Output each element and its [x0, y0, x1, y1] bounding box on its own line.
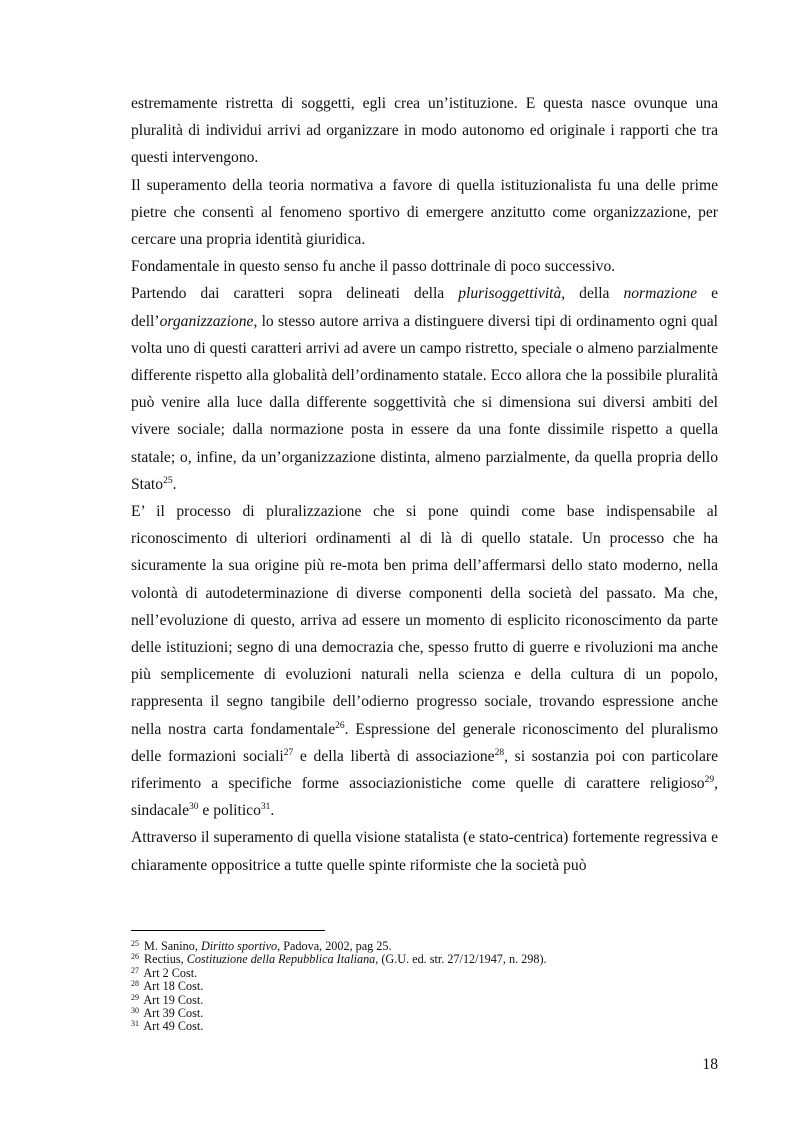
text-run: Rectius, — [141, 952, 187, 967]
footnote — [131, 940, 718, 953]
footnote-ref: 30 — [189, 802, 199, 813]
paragraph — [131, 824, 718, 878]
text-run: . — [172, 475, 177, 493]
text-run: M. Sanino, — [141, 939, 201, 953]
text-run: Partendo dai caratteri sopra delineati della — [131, 285, 459, 303]
text-run: . — [270, 802, 275, 820]
footnote-number: 25 — [131, 939, 139, 948]
paragraph — [131, 90, 718, 172]
text-run: , sindacale — [131, 775, 718, 820]
text-run: , si sostanzia poi con particolare riferimento a specifiche forme associazionistiche come quelle di carattere religioso — [131, 747, 718, 793]
text-run: e politico — [198, 802, 261, 820]
text-run: E’ il processo di pluralizzazione che si pone quindi come base indispensabile al riconoscimento di ulteriori ordinamenti al di là di quello statale. Un processo che ha sicuramente la sua origine più re-mota ben prima dell’affermarsi dello stato moderno, nella volontà di autodeterminazione di diverse componenti della società del passato. Ma che, nell’evoluzione di questo, arriva ad essere un momento di esplicito riconoscimento da parte delle istituzioni; segno di una democrazia che, spesso frutto di guerre e rivoluzioni ma anche più semplicemente di evoluzioni naturali nella scienza e della cultura di un popolo, rappresenta il segno tangibile dell’odierno progresso sociale, trovando espressione anche nella nostra carta fondamentale — [131, 503, 718, 738]
text-run: Il superamento della teoria normativa a favore di quella istituzionalista fu una delle prime pietre che consentì al fenomeno sportivo di emergere anzitutto come organizzazione, per cercare una propria identità giuridica. — [131, 176, 718, 249]
footnote — [131, 994, 718, 1007]
body-text — [131, 90, 718, 879]
italic-text: organizzazione — [159, 312, 254, 330]
footnote — [131, 980, 718, 993]
text-run: Fondamentale in questo senso fu anche il passo dottrinale di poco successivo. — [131, 258, 616, 276]
footnote-number: 26 — [131, 952, 139, 962]
text-run: Art 49 Cost. — [141, 1019, 204, 1034]
footnote-text — [141, 1019, 203, 1033]
text-run: , della — [561, 285, 624, 303]
italic-text: plurisoggettività — [458, 285, 562, 303]
footnote — [131, 1007, 718, 1020]
text-run: . Espressione del generale riconoscimento del pluralismo delle formazioni sociali — [131, 720, 718, 765]
paragraph — [131, 498, 718, 824]
footnote-text — [141, 979, 203, 993]
text-run: Art 2 Cost. — [141, 965, 198, 980]
footnote-separator — [131, 930, 325, 931]
text-run: , lo stesso autore arriva a distinguere diversi tipi di ordinamento ogni qual volta uno di questi caratteri arrivi ad avere un campo ristretto, speciale o almeno parzialmente differente rispetto alla globalità dell’ordinamento statale. Ecco allora che la possibile pluralità può venire alla luce dalla differente soggettività che si dimensiona sui diversi ambiti del vivere sociale; dalla normazione posta in essere da una fonte dissimile rispetto a quella statale; o, infine, da un’organizzazione distinta, almeno parzialmente, da quella propria dello Stato — [131, 312, 718, 493]
footnote — [131, 967, 718, 980]
text-run: e della libertà di associazione — [293, 747, 495, 765]
footnote-number: 29 — [131, 992, 139, 1002]
footnote-number: 30 — [131, 1006, 139, 1016]
footnote-text — [141, 939, 392, 953]
italic-text: normazione — [623, 285, 698, 303]
footnote-text — [141, 993, 203, 1007]
text-run: estremamente ristretta di soggetti, egli crea un’istituzione. E questa nasce ovunque una pluralità di individui arrivi ad organizzare in modo autonomo ed originale i rapporti che tra questi intervengono. — [131, 95, 718, 167]
text-run: , Padova, 2002, pag 25. — [277, 939, 392, 953]
footnote-number: 31 — [131, 1019, 139, 1029]
paragraph — [131, 280, 718, 498]
italic-text: Diritto sportivo — [200, 939, 278, 953]
footnote — [131, 953, 718, 966]
footnote-number: 27 — [131, 965, 139, 975]
text-run: , (G.U. ed. str. 27/12/1947, n. 298). — [375, 952, 547, 967]
page-number: 18 — [702, 1056, 718, 1073]
text-run: Art 18 Cost. — [141, 979, 204, 994]
footnotes — [131, 930, 718, 1034]
italic-text: Costituzione della Repubblica Italiana — [186, 952, 376, 967]
footnote-number: 28 — [131, 979, 139, 989]
footnote-text — [141, 952, 547, 966]
text-run: Art 39 Cost. — [141, 1006, 204, 1021]
text-run: Art 19 Cost. — [141, 992, 204, 1007]
footnote-ref: 25 — [163, 475, 173, 486]
footnote-ref: 26 — [335, 720, 345, 731]
footnote-ref: 28 — [494, 747, 505, 758]
paragraph — [131, 172, 718, 254]
text-run: Attraverso il superamento di quella visione statalista (e stato-centrica) fortemente regressiva e chiaramente oppositrice a tutte quelle spinte riformiste che la società può — [131, 829, 718, 874]
footnote-ref: 29 — [704, 775, 715, 786]
footnote-text — [141, 966, 197, 980]
footnote-ref: 31 — [260, 802, 271, 813]
paragraph — [131, 253, 718, 280]
footnote-text — [141, 1006, 203, 1020]
footnote-ref: 27 — [283, 747, 294, 758]
text-run: e dell’ — [131, 285, 718, 330]
footnote — [131, 1020, 718, 1033]
